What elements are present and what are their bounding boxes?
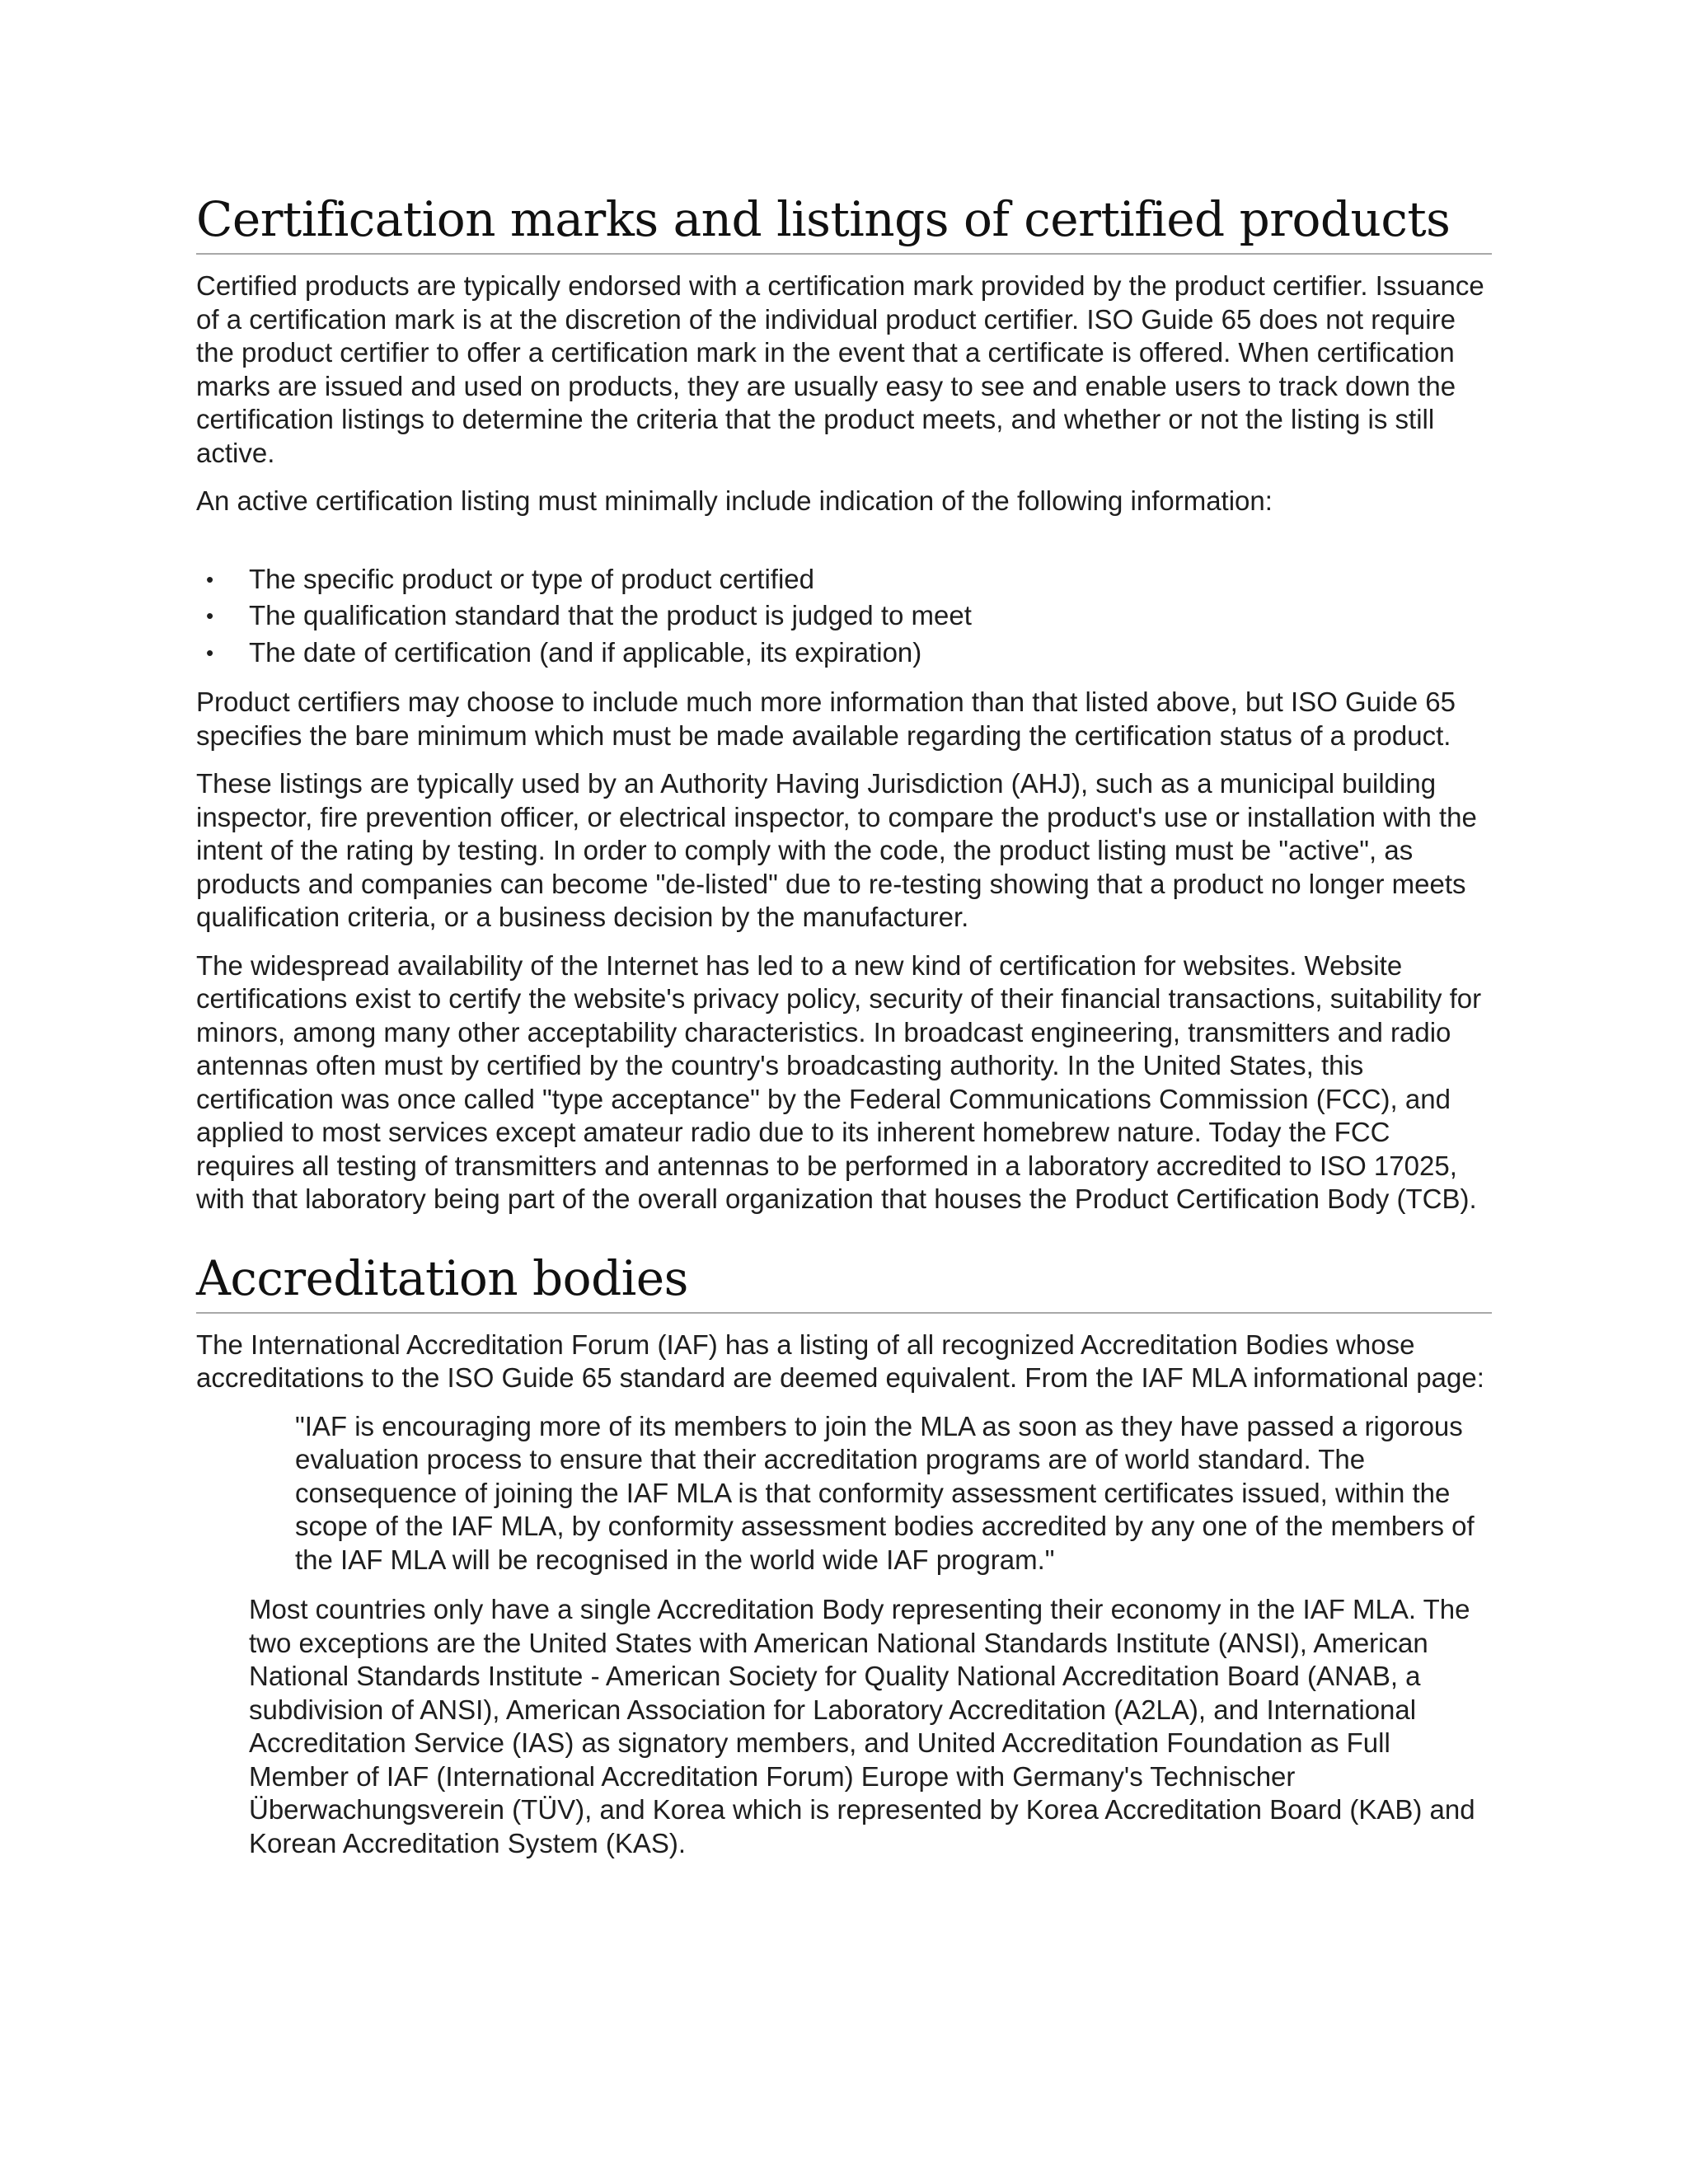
heading-rule <box>196 1312 1492 1314</box>
bullet-icon: • <box>206 640 214 665</box>
bullet-list <box>196 561 1492 672</box>
paragraph: An active certification listing must minimally include indication of the following information: <box>196 485 1273 516</box>
paragraph: The widespread availability of the Internet has led to a new kind of certification for websites. Website certifications exist to certify the website's privacy policy, security of their financial transactions, suitability for minors, among many other acceptability characteristics. In broadcast engineering, transmitters and radio antennas often must by certified by the country's broadcasting authority. In the United States, this certification was once called "type acceptance" by the Federal Communications Commission (FCC), and applied to most services except amateur radio due to its inherent homebrew nature. Today the FCC requires all testing of transmitters and antennas to be performed in a laboratory accredited to ISO 17025, with that laboratory being part of the overall organization that houses the Product Certification Body (TCB). <box>196 949 1482 1214</box>
list-item <box>196 598 1492 635</box>
paragraph: Most countries only have a single Accreditation Body representing their economy in the IAF MLA. The two exceptions are the United States with American National Standards Institute (ANSI), American National Standards Institute - American Society for Quality National Accreditation Board (ANAB, a subdivision of ANSI), American Association for Laboratory Accreditation (A2LA), and International Accreditation Service (IAS) as signatory members, and United Accreditation Foundation as Full Member of IAF (International Accreditation Forum) Europe with Germany's Technischer Überwachungsverein (TÜV), and Korea which is represented by Korea Accreditation Board (KAB) and Korean Accreditation System (KAS). <box>249 1594 1475 1858</box>
paragraph: Certified products are typically endorsed with a certification mark provided by the product certifier. Issuance of a certification mark is at the discretion of the individual product certifier. ISO Guide 65 does not require the product certifier to offer a certification mark in the event that a certificate is offered. When certification marks are issued and used on products, they are usually easy to see and enable users to track down the certification listings to determine the criteria that the product meets, and whether or not the listing is still active. <box>196 270 1484 468</box>
paragraph: The International Accreditation Forum (IAF) has a listing of all recognized Accreditation Bodies whose accreditations to the ISO Guide 65 standard are deemed equivalent. From the IAF MLA informational page: <box>196 1329 1484 1393</box>
document-page <box>196 185 1492 1860</box>
paragraph: These listings are typically used by an Authority Having Jurisdiction (AHJ), such as a municipal building inspector, fire prevention officer, or electrical inspector, to compare the product's use or installation with the intent of the rating by testing. In order to comply with the code, the product listing must be "active", as products and companies can become "de-listed" due to re-testing showing that a product no longer meets qualification criteria, or a business decision by the manufacturer. <box>196 768 1477 932</box>
list-item <box>196 635 1492 672</box>
section-heading: Accreditation bodies <box>196 1249 688 1306</box>
list-item-text: The specific product or type of product certified <box>249 563 815 594</box>
section-heading: Certification marks and listings of certified products <box>196 191 1451 247</box>
section-accreditation-bodies <box>196 1244 1492 1861</box>
list-item-text: The date of certification (and if applicable, its expiration) <box>249 636 922 668</box>
section-certification-marks <box>196 185 1492 1216</box>
paragraph: Product certifiers may choose to include much more information than that listed above, but ISO Guide 65 specifies the bare minimum which must be made available regarding the certification status of a product. <box>196 687 1456 751</box>
list-item <box>196 561 1492 598</box>
list-item-text: The qualification standard that the product is judged to meet <box>249 600 972 630</box>
heading-rule <box>196 253 1492 255</box>
blockquote: "IAF is encouraging more of its members to join the MLA as soon as they have passed a rigorous evaluation process to ensure that their accreditation programs are of world standard. The consequence of joining the IAF MLA is that conformity assessment certificates issued, within the scope of the IAF MLA, by conformity assessment bodies accredited by any one of the members of the IAF MLA will be recognised in the world wide IAF program." <box>295 1410 1475 1575</box>
bullet-icon: • <box>206 566 214 592</box>
bullet-icon: • <box>206 603 214 628</box>
